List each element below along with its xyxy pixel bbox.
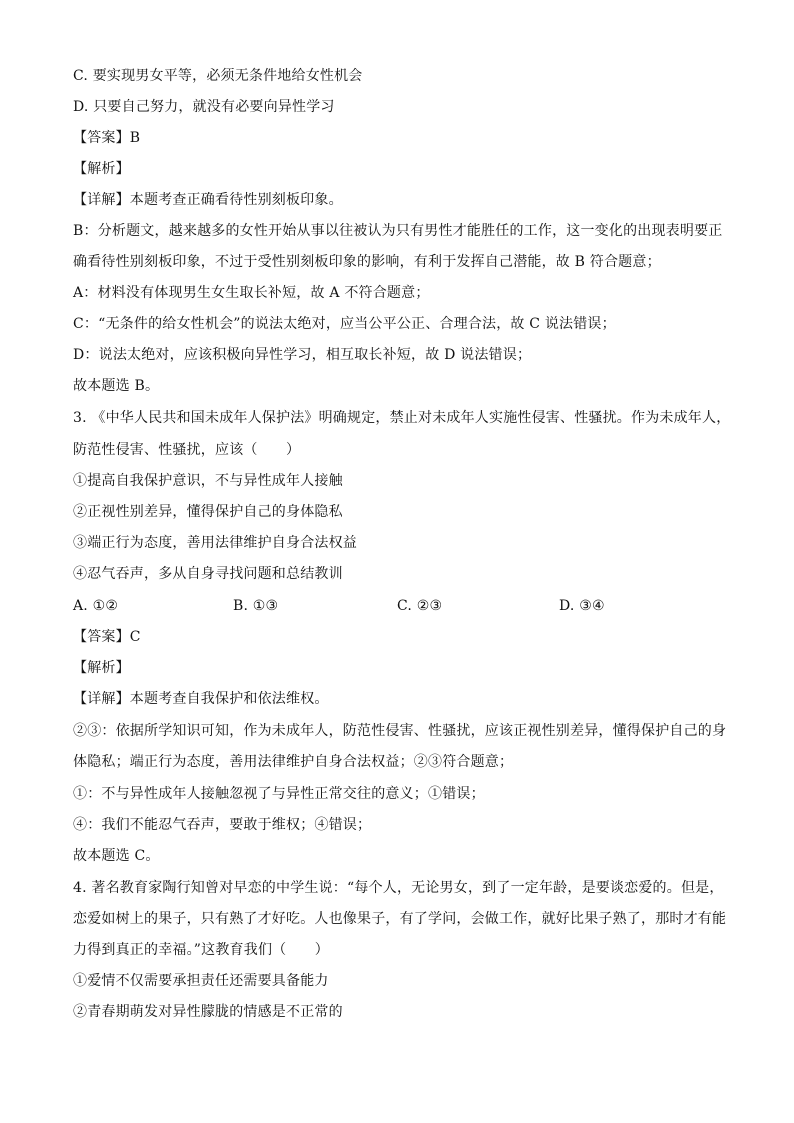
option-d-line: D. 只要自己努力，就没有必要向异性学习 (73, 99, 335, 115)
statement-item: ②正视性别差异，懂得保护自己的身体隐私 (73, 504, 343, 520)
statement-item: ④忍气吞声，多从自身寻找问题和总结教训 (73, 566, 343, 582)
explanation-line: A：材料没有体现男生女生取长补短，故 A 不符合题意； (73, 285, 430, 301)
option-c: C. ②③ (397, 598, 443, 614)
statement-item: ③端正行为态度，善用法律维护自身合法权益 (73, 535, 357, 551)
question-3-stem: 3. 《中华人民共和国未成年人保护法》明确规定，禁止对未成年人实施性侵害、性骚扰。作为未成年人， (73, 410, 731, 426)
analysis-label: 【解析】 (73, 660, 130, 676)
statement-item: ①提高自我保护意识，不与异性成年人接触 (73, 473, 343, 489)
question-4-stem: 恋爱如树上的果子，只有熟了才好吃。人也像果子，有了学问，会做工作，就好比果子熟了，那时才有能 (73, 911, 727, 927)
explanation-line: ①：不与异性成年人接触忽视了与异性正常交往的意义；①错误； (73, 786, 485, 802)
answer-label: 【答案】B (73, 130, 141, 146)
explanation-line: D：说法太绝对，应该积极向异性学习，相互取长补短，故 D 说法错误； (73, 347, 532, 363)
conclusion-line: 故本题选 B。 (73, 378, 160, 394)
question-4-stem: 力得到真正的幸福。”这教育我们（ ） (73, 942, 329, 958)
question-4-stem: 4. 著名教育家陶行知曾对早恋的中学生说：“每个人，无论男女，到了一定年龄，是要谈恋爱的。但是， (73, 880, 724, 896)
explanation-line: B：分析题文，越来越多的女性开始从事以往被认为只有男性才能胜任的工作，这一变化的出现表明要正 (73, 223, 723, 239)
explanation-line: 确看待性别刻板印象，不过于受性别刻板印象的影响，有利于发挥自己潜能，故 B 符合题意； (73, 254, 661, 270)
option-c-line: C. 要实现男女平等，必须无条件地给女性机会 (73, 68, 363, 84)
explanation-line: ②③：依据所学知识可知，作为未成年人，防范性侵害、性骚扰，应该正视性别差异，懂得保护自己的身 (73, 723, 727, 739)
explanation-line: C：“无条件的给女性机会”的说法太绝对，应当公平公正、合理合法，故 C 说法错误； (73, 316, 616, 332)
conclusion-line: 故本题选 C。 (73, 848, 160, 864)
question-3-stem: 防范性侵害、性骚扰，应该（ ） (73, 442, 301, 458)
answer-label: 【答案】C (73, 629, 141, 645)
analysis-label: 【解析】 (73, 161, 130, 177)
option-d: D. ③④ (559, 598, 605, 614)
option-b: B. ①③ (233, 598, 279, 614)
detail-line: 【详解】本题考查正确看待性别刻板印象。 (73, 192, 343, 208)
statement-item: ②青春期萌发对异性朦胧的情感是不正常的 (73, 1004, 343, 1020)
detail-line: 【详解】本题考查自我保护和依法维权。 (73, 691, 329, 707)
explanation-line: ④：我们不能忍气吞声，要敢于维权；④错误； (73, 817, 372, 833)
explanation-line: 体隐私；端正行为态度，善用法律维护自身合法权益；②③符合题意； (73, 754, 514, 770)
option-a: A. ①② (73, 598, 119, 614)
statement-item: ①爱情不仅需要承担责任还需要具备能力 (73, 973, 329, 989)
